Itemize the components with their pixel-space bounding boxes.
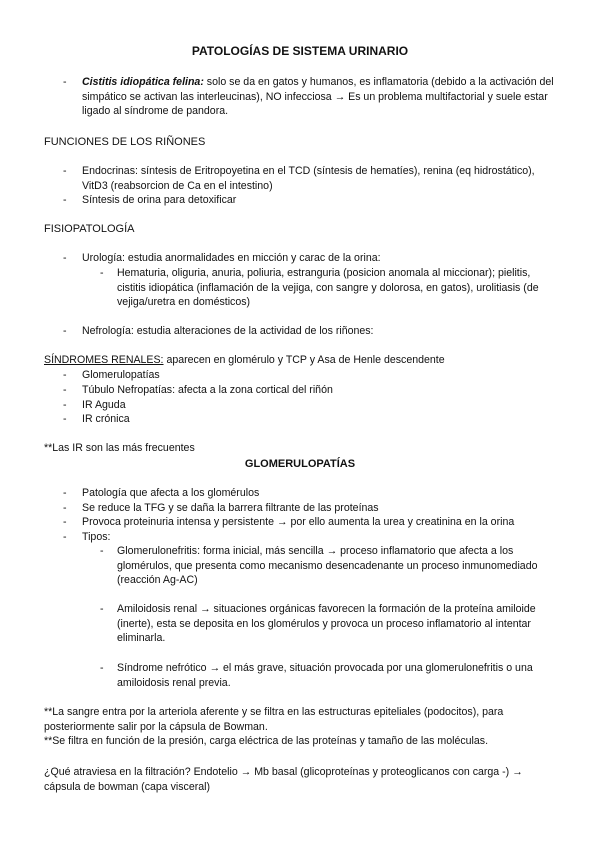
list-item: - Túbulo Nefropatías: afecta a la zona cortical del riñón: [82, 383, 556, 398]
list-item-nefrologia: - Nefrología: estudia alteraciones de la actividad de los riñones:: [82, 324, 556, 339]
list-item: - IR Aguda: [82, 398, 556, 413]
intro-bullet: [82, 75, 556, 119]
list-item: - Se reduce la TFG y se daña la barrera filtrante de las proteínas: [82, 501, 556, 516]
list-item: - Síntesis de orina para detoxificar: [82, 193, 556, 208]
intro-text: solo se da en gatos y humanos, es inflamatoria (debido a la activación del simpático se activan las interleucinas), NO infecciosa → Es un problema multifactorial y suele estar ligado al síndrome de pandora.: [82, 76, 554, 118]
list-item: - Provoca proteinuria intensa y persistente → por ello aumenta la urea y creatinina en la orina: [82, 515, 556, 530]
section-heading-fisiopatologia: FISIOPATOLOGÍA: [44, 223, 135, 235]
sub-list-item: - Síndrome nefrótico → el más grave, situación provocada por una glomerulonefritis o una amiloidosis renal previa.: [117, 661, 559, 690]
list-item: - Tipos:: [82, 530, 556, 545]
list-item-urologia: - Urología: estudia anormalidades en micción y carac de la orina:: [82, 251, 556, 266]
note-sangre: **La sangre entra por la arteriola aferente y se filtra en las estructuras epiteliales (podocitos), para posteriormente salir por la cápsula de Bowman.: [44, 706, 504, 733]
sindromes-line: [44, 353, 445, 368]
sub-list-item: - Hematuria, oliguria, anuria, poliuria, estranguria (posicion anomala al miccionar); pielitis, cistitis idiopática (inflamación de la vejiga, con sangre y dolorosa, en gatos), urolitiasis (de vejiga/uretra en domésticos): [117, 266, 559, 310]
sindromes-label: SÍNDROMES RENALES:: [44, 354, 164, 366]
list-item: - Patología que afecta a los glomérulos: [82, 486, 556, 501]
intro-term: Cistitis idiopática felina:: [82, 76, 204, 88]
list-item: - IR crónica: [82, 412, 556, 427]
sub-list-item: - Amiloidosis renal → situaciones orgánicas favorecen la formación de la proteína amiloide (inerte), esta se deposita en los glomérulos y provoca un proceso inflamatorio al intentar eliminarla.: [117, 602, 559, 646]
sindromes-text: aparecen en glomérulo y TCP y Asa de Henle descendente: [163, 354, 445, 366]
note-ir: **Las IR son las más frecuentes: [44, 442, 195, 454]
note-filtra: **Se filtra en función de la presión, carga eléctrica de las proteínas y tamaño de las moléculas.: [44, 735, 489, 747]
question-filtracion: ¿Qué atraviesa en la filtración? Endotelio → Mb basal (glicoproteínas y proteoglicanos con carga -) → cápsula de bowman (capa visceral): [44, 766, 523, 793]
page-title: PATOLOGÍAS DE SISTEMA URINARIO: [191, 44, 409, 58]
sub-list-item: - Glomerulonefritis: forma inicial, más sencilla → proceso inflamatorio que afecta a los glomérulos, que presenta como mecanismo desencadenante un proceso inmunomediado (reacción Ag-AC): [117, 544, 559, 588]
section-heading-funciones: FUNCIONES DE LOS RIÑONES: [44, 136, 206, 148]
list-item: - Endocrinas: síntesis de Eritropoyetina en el TCD (síntesis de hematíes), renina (eq hidrostático), VitD3 (reabsorcion de Ca en el intestino): [82, 164, 556, 193]
list-item: - Glomerulopatías: [82, 368, 556, 383]
section-heading-glomerulopatias: GLOMERULOPATÍAS: [244, 458, 356, 470]
